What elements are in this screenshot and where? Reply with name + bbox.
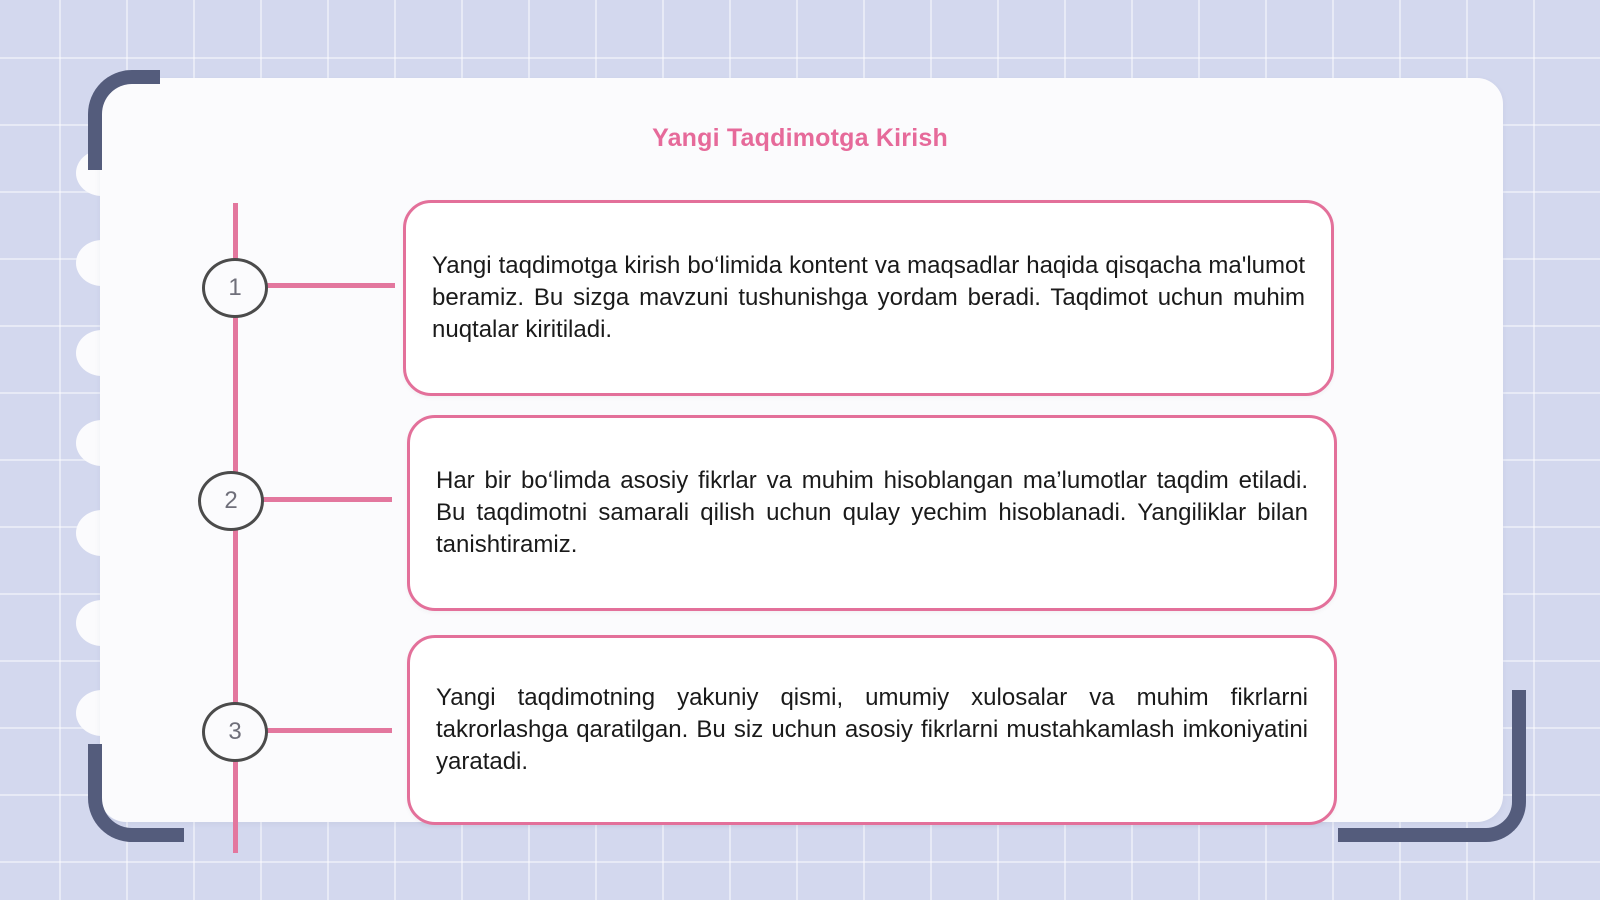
corner-bracket-top-left bbox=[88, 70, 160, 170]
step-description: Yangi taqdimotga kirish bo‘limida kontent va maqsadlar haqida qisqacha ma'lumot beramiz. Bu sizga mavzuni tushunishga yordam beradi. Taqdimot uchun muhim nuqtalar kiritiladi. bbox=[432, 252, 1305, 343]
step-connector bbox=[262, 497, 392, 502]
step-number-badge: 3 bbox=[202, 702, 268, 762]
step-number-badge: 1 bbox=[202, 258, 268, 318]
step-connector bbox=[266, 728, 392, 733]
slide-title: Yangi Taqdimotga Kirish bbox=[652, 124, 948, 152]
step-connector bbox=[264, 283, 395, 288]
step-card bbox=[407, 415, 1337, 611]
corner-bracket-bottom-left bbox=[88, 744, 184, 842]
step-card bbox=[403, 200, 1334, 396]
corner-bracket-bottom-right bbox=[1338, 690, 1526, 842]
step-description: Har bir bo‘limda asosiy fikrlar va muhim hisoblangan ma’lumotlar taqdim etiladi. Bu taqdimotni samarali qilish uchun qulay yechim hisoblanadi. Yangiliklar bilan tanishtiramiz. bbox=[436, 467, 1308, 558]
step-card bbox=[407, 635, 1337, 825]
step-number-badge: 2 bbox=[198, 471, 264, 531]
step-description: Yangi taqdimotning yakuniy qismi, umumiy xulosalar va muhim fikrlarni takrorlashga qaratilgan. Bu siz uchun asosiy fikrlarni mustahkamlash imkoniyatini yaratadi. bbox=[436, 684, 1308, 775]
